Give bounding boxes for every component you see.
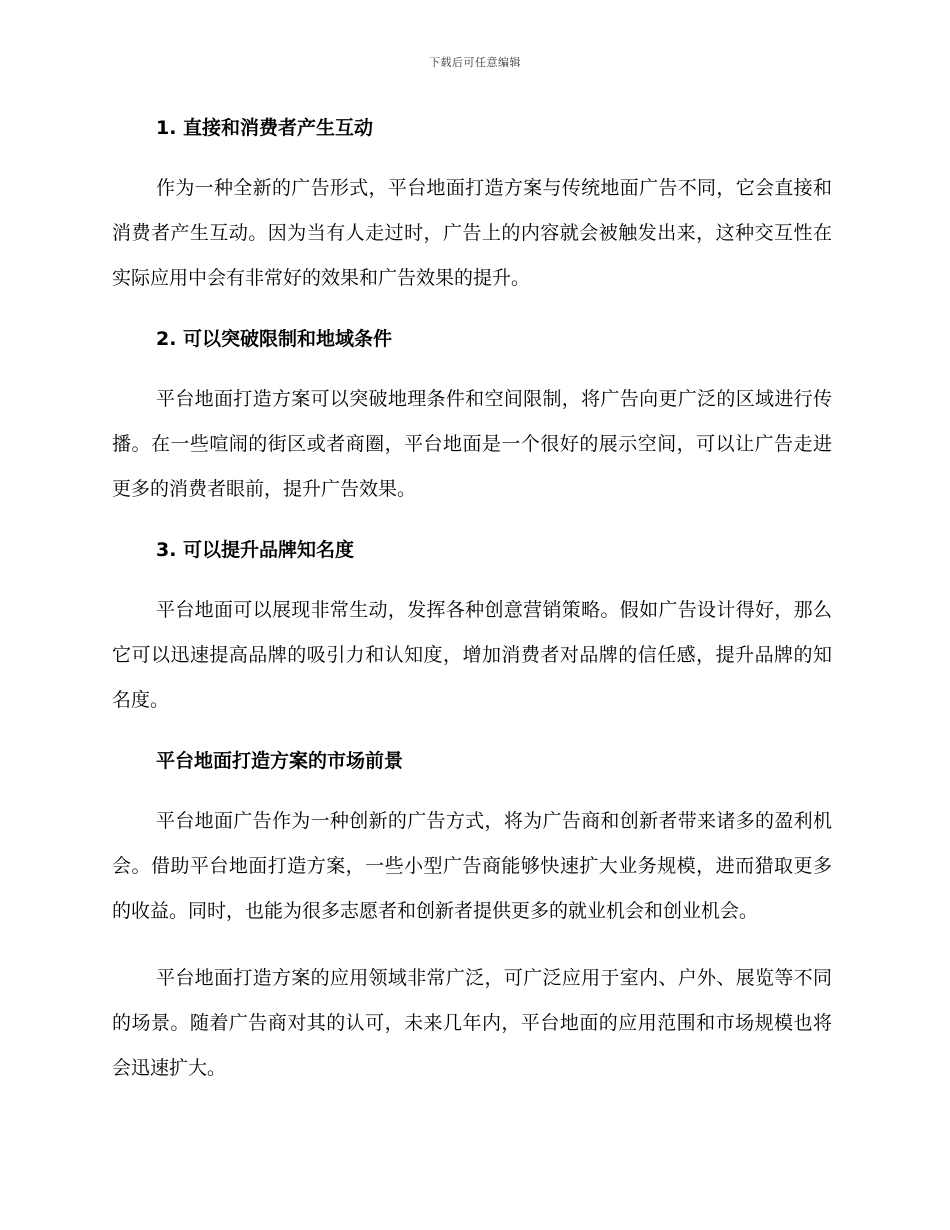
paragraph-brand-awareness: 平台地面可以展现非常生动，发挥各种创意营销策略。假如广告设计得好，那么它可以迅速提高品牌的吸引力和认知度，增加消费者对品牌的信任感，提升品牌的知名度。 <box>112 599 832 711</box>
paragraph-market-outlook-1: 平台地面广告作为一种创新的广告方式，将为广告商和创新者带来诸多的盈利机会。借助平台地面打造方案，一些小型广告商能够快速扩大业务规模，进而猎取更多的收益。同时，也能为很多志愿者和创新者提供更多的就业机会和创业机会。 <box>112 810 832 922</box>
paragraph-direct-interaction: 作为一种全新的广告形式，平台地面打造方案与传统地面广告不同，它会直接和消费者产生互动。因为当有人走过时，广告上的内容就会被触发出来，这种交互性在实际应用中会有非常好的效果和广告效果的提升。 <box>112 177 832 289</box>
section-heading-direct-interaction: 1. 直接和消费者产生互动 <box>156 117 374 139</box>
page-header-note: 下载后可任意编辑 <box>429 56 521 69</box>
section-heading-break-limits: 2. 可以突破限制和地域条件 <box>156 328 393 350</box>
paragraph-break-limits: 平台地面打造方案可以突破地理条件和空间限制，将广告向更广泛的区域进行传播。在一些喧闹的街区或者商圈，平台地面是一个很好的展示空间，可以让广告走进更多的消费者眼前，提升广告效果。 <box>112 388 832 500</box>
section-heading-brand-awareness: 3. 可以提升品牌知名度 <box>156 539 355 561</box>
section-heading-market-outlook: 平台地面打造方案的市场前景 <box>156 750 404 772</box>
paragraph-market-outlook-2: 平台地面打造方案的应用领域非常广泛，可广泛应用于室内、户外、展览等不同的场景。随着广告商对其的认可，未来几年内，平台地面的应用范围和市场规模也将会迅速扩大。 <box>112 967 832 1079</box>
document-body <box>112 112 832 1091</box>
